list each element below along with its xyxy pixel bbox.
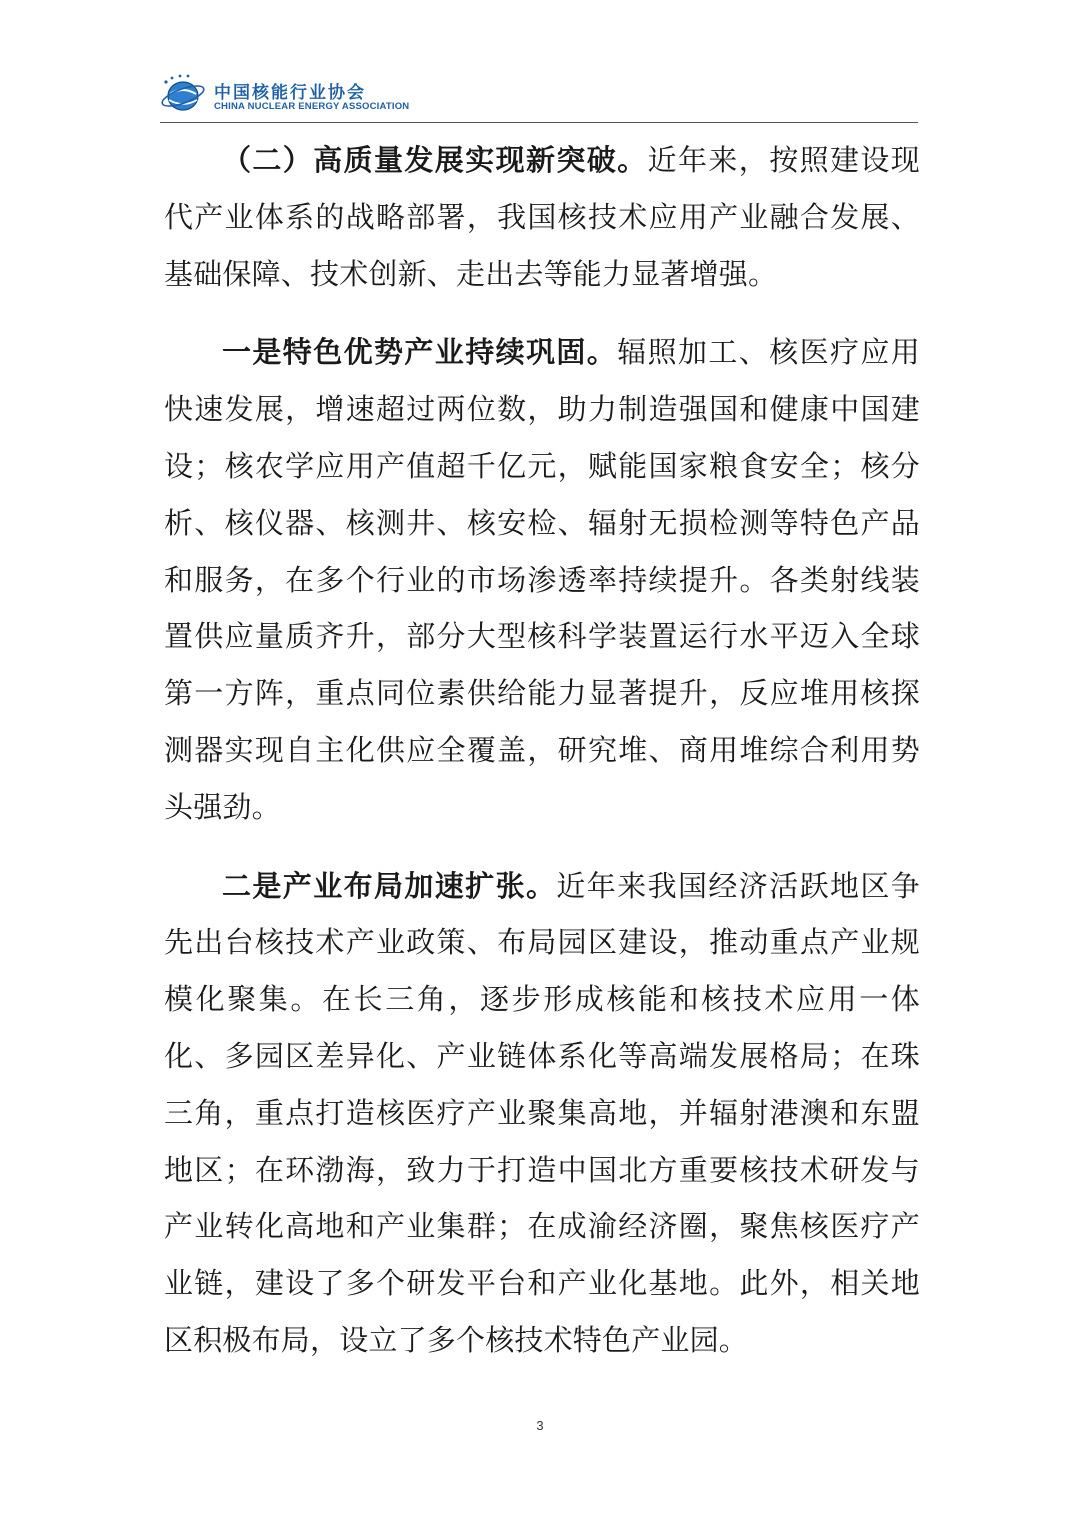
document-header — [160, 72, 918, 122]
paragraph-text: 近年来，按照建设现代产业体系的战略部署，我国核技术应用产业融合发展、基础保障、技术创新、走出去等能力显著增强。 — [164, 143, 920, 291]
header-divider — [160, 122, 918, 123]
paragraph-heading: 二是产业布局加速扩张。 — [222, 868, 557, 903]
org-name-cn: 中国核能行业协会 — [214, 83, 366, 103]
org-name-en: CHINA NUCLEAR ENERGY ASSOCIATION — [214, 101, 410, 112]
paragraph — [164, 132, 920, 302]
paragraph-text: 近年来我国经济活跃地区争先出台核技术产业政策、布局园区建设，推动重点产业规模化聚集。在长三角，逐步形成核能和核技术应用一体化、多园区差异化、产业链体系化等高端发展格局；在珠三角，重点打造核医疗产业聚集高地，并辐射港澳和东盟地区；在环渤海，致力于打造中国北方重要核技术研发与产业转化高地和产业集群；在成渝经济圈，聚焦核医疗产业链，建设了多个研发平台和产业化基地。此外，相关地区积极布局，设立了多个核技术特色产业园。 — [164, 868, 921, 1357]
cnea-globe-logo-icon — [160, 74, 206, 116]
paragraph-heading: 一是特色优势产业持续巩固。 — [222, 335, 618, 370]
paragraph-text: 辐照加工、核医疗应用快速发展，增速超过两位数，助力制造强国和健康中国建设；核农学应用产值超千亿元，赋能国家粮食安全；核分析、核仪器、核测井、核安检、辐射无损检测等特色产品和服务，在多个行业的市场渗透率持续提升。各类射线装置供应量质齐升，部分大型核科学装置运行水平迈入全球第一方阵，重点同位素供给能力显著提升，反应堆用核探测器实现自主化供应全覆盖，研究堆、商用堆综合利用势头强劲。 — [164, 335, 920, 824]
document-body — [164, 132, 920, 1391]
paragraph — [164, 858, 920, 1369]
paragraph-heading: （二）高质量发展实现新突破。 — [222, 143, 648, 177]
paragraph — [164, 324, 920, 835]
page-number: 3 — [536, 1418, 544, 1433]
